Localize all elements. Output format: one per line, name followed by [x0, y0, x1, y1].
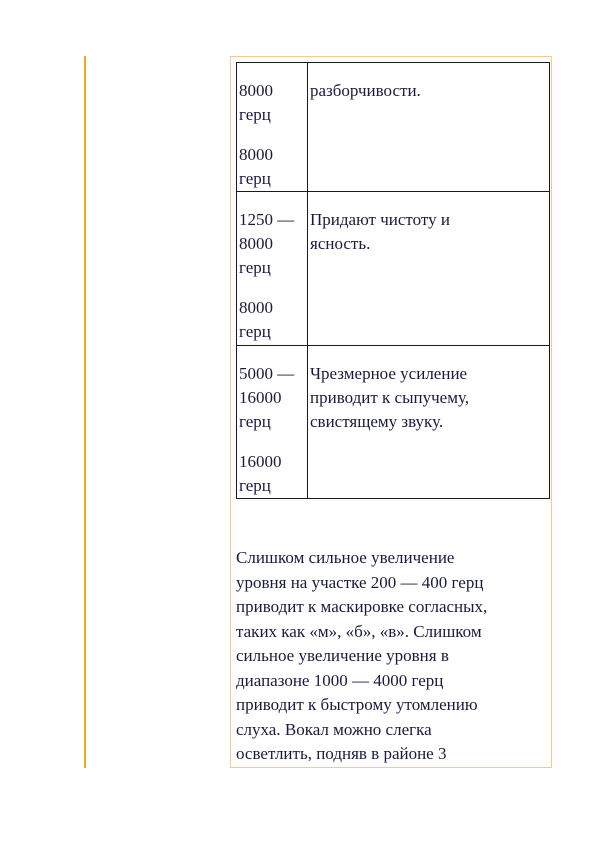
- frequency-range-cell: [237, 63, 308, 192]
- range-repeat-line: 8000: [239, 145, 273, 164]
- description-line: приводит к сыпучему,: [310, 388, 470, 407]
- range-repeat-line: герц: [239, 169, 271, 188]
- paragraph-line: приводит к маскировке согласных,: [236, 597, 488, 616]
- description-line: разборчивости.: [310, 81, 421, 100]
- frequency-range-cell: [237, 192, 308, 346]
- range-line: 16000: [239, 388, 282, 407]
- paragraph-line: Слишком сильное увеличение: [236, 548, 455, 567]
- range-line: 1250 —: [239, 210, 295, 229]
- range-line: 8000: [239, 81, 273, 100]
- table-row: [237, 192, 550, 346]
- range-line: 8000: [239, 234, 273, 253]
- range-repeat-line: 8000: [239, 298, 273, 317]
- range-line: герц: [239, 105, 271, 124]
- description-line: ясность.: [310, 234, 371, 253]
- margin-rule: [84, 56, 86, 768]
- range-line: герц: [239, 258, 271, 277]
- paragraph-line: диапазоне 1000 — 4000 герц: [236, 670, 444, 690]
- paragraph-line: приводит к быстрому утомлению: [236, 695, 478, 714]
- description-cell: [308, 192, 550, 346]
- table-row: [237, 346, 550, 499]
- range-repeat-line: герц: [239, 476, 271, 495]
- paragraph-line: таких как «м», «б», «в». Слишком: [236, 621, 482, 641]
- description-line: свистящему звуку.: [310, 412, 444, 431]
- paragraph-line: осветлить, подняв в районе 3: [236, 744, 447, 763]
- table-row: [237, 63, 550, 192]
- range-repeat-line: герц: [239, 322, 271, 341]
- description-cell: [308, 63, 550, 192]
- paragraph-line: слуха. Вокал можно слегка: [236, 719, 432, 739]
- paragraph-line: сильное увеличение уровня в: [236, 646, 449, 665]
- frequency-range-cell: [237, 346, 308, 499]
- frequency-table: [236, 62, 550, 499]
- range-line: герц: [239, 412, 271, 431]
- description-line: Придают чистоту и: [310, 210, 450, 229]
- body-paragraph: [236, 546, 548, 767]
- description-cell: [308, 346, 550, 499]
- range-line: 5000 —: [239, 364, 295, 383]
- range-repeat-line: 16000: [239, 452, 282, 471]
- description-line: Чрезмерное усиление: [310, 364, 468, 383]
- paragraph-line: уровня на участке 200 — 400 герц: [236, 572, 484, 592]
